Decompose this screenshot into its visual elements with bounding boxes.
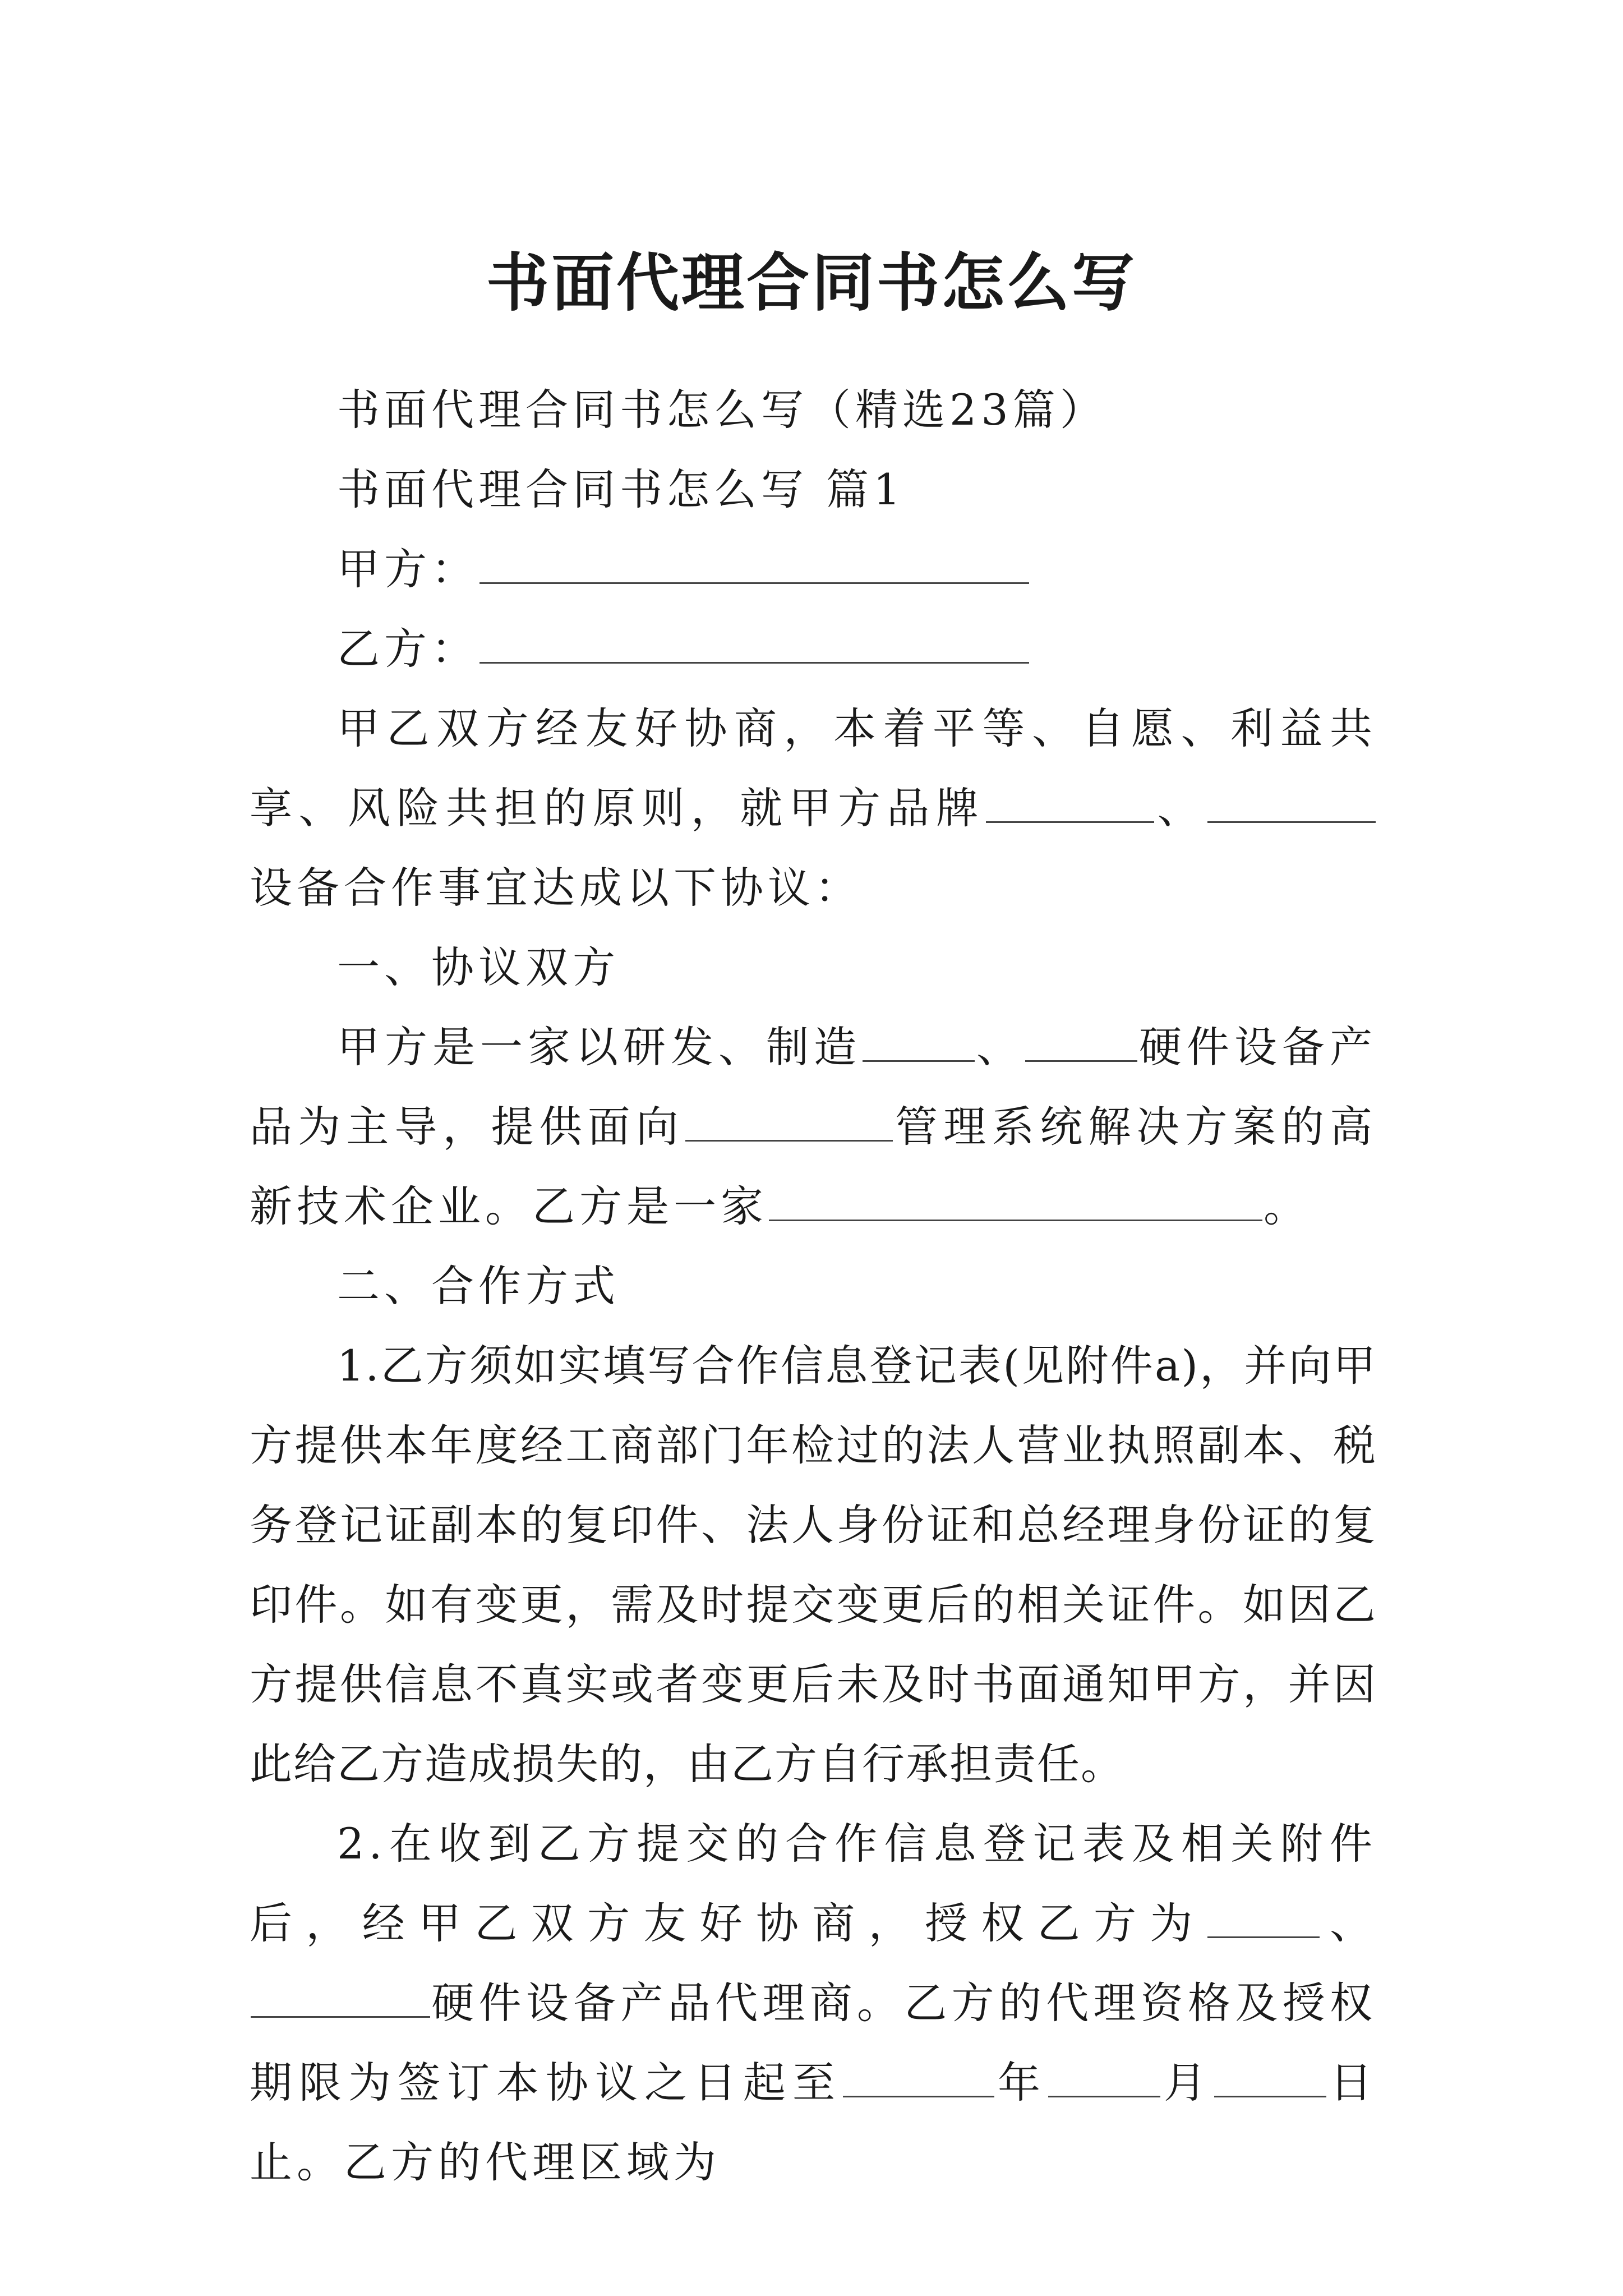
document-title: 书面代理合同书怎么写 bbox=[486, 246, 1137, 320]
party-a-blank bbox=[479, 547, 1029, 584]
clause-2-text-2: 硬件设备产品代理商。乙方的代理资格及授权期限为签订本协议之日起至 bbox=[250, 1978, 1377, 2108]
month-blank bbox=[1048, 2061, 1160, 2097]
intro-paragraph bbox=[250, 689, 1377, 928]
party-b-blank bbox=[479, 627, 1029, 664]
parties-end: 。 bbox=[1264, 1181, 1311, 1231]
party-b-description-blank bbox=[769, 1185, 1262, 1221]
month-label: 月 bbox=[1161, 2058, 1213, 2108]
party-a-label: 甲方： bbox=[337, 544, 478, 594]
system-blank bbox=[685, 1105, 893, 1142]
parties-text-2: 硬件设备产品为主导，提供面向 bbox=[250, 1022, 1377, 1152]
day-blank bbox=[1214, 2061, 1326, 2097]
year-label: 年 bbox=[995, 2058, 1047, 2108]
party-b-label: 乙方： bbox=[337, 624, 478, 674]
heading-parties: 一、协议双方 bbox=[337, 942, 620, 992]
clause-2 bbox=[250, 1804, 1377, 2202]
document-body bbox=[250, 370, 1377, 2202]
brand-blank bbox=[986, 786, 1154, 823]
year-blank bbox=[843, 2061, 994, 2097]
clause-2-text-1: 2.在收到乙方提交的合作信息登记表及相关附件后，经甲乙双方友好协商，授权乙方为 bbox=[250, 1819, 1377, 1948]
parties-text-1: 甲方是一家以研发、制造 bbox=[337, 1022, 861, 1072]
intro-separator: 、 bbox=[1155, 783, 1207, 833]
parties-separator: 、 bbox=[976, 1022, 1024, 1072]
parties-paragraph bbox=[250, 1007, 1377, 1246]
intro-text-1: 甲乙双方经友好协商，本着平等、自愿、利益共享、风险共担的原则，就甲方品牌 bbox=[250, 703, 1377, 833]
intro-text-2: 设备合作事宜达成以下协议： bbox=[250, 863, 862, 913]
clause-1: 1.乙方须如实填写合作信息登记表(见附件a)，并向甲方提供本年度经工商部门年检过的法人营业执照副本、税务登记证副本的复印件、法人身份证和总经理身份证的复印件。如有变更，需及时提交变更后的相关证件。如因乙方提供信息不真实或者变更后未及时书面通知甲方，并因此给乙方造成损失的，由乙方自行承担责任。 bbox=[250, 1341, 1377, 1789]
party-b-line bbox=[250, 609, 1377, 689]
equipment-blank bbox=[1207, 786, 1376, 823]
clause-2-separator: 、 bbox=[1320, 1898, 1377, 1948]
product-blank-1 bbox=[863, 1025, 975, 1062]
clause-2-text-3: 日止。乙方的代理区域为 bbox=[250, 2058, 1377, 2187]
section-heading: 书面代理合同书怎么写 篇1 bbox=[337, 464, 905, 514]
agent-product-blank-1 bbox=[1207, 1902, 1320, 1938]
parties-text-3: 管理系统解决方案的高新技术企业。乙方是一家 bbox=[250, 1102, 1377, 1231]
product-blank-2 bbox=[1025, 1025, 1137, 1062]
party-a-line bbox=[250, 530, 1377, 609]
heading-cooperation: 二、合作方式 bbox=[337, 1261, 620, 1311]
subtitle: 书面代理合同书怎么写（精选23篇） bbox=[337, 385, 1107, 435]
agent-product-blank-2 bbox=[251, 1981, 430, 2018]
